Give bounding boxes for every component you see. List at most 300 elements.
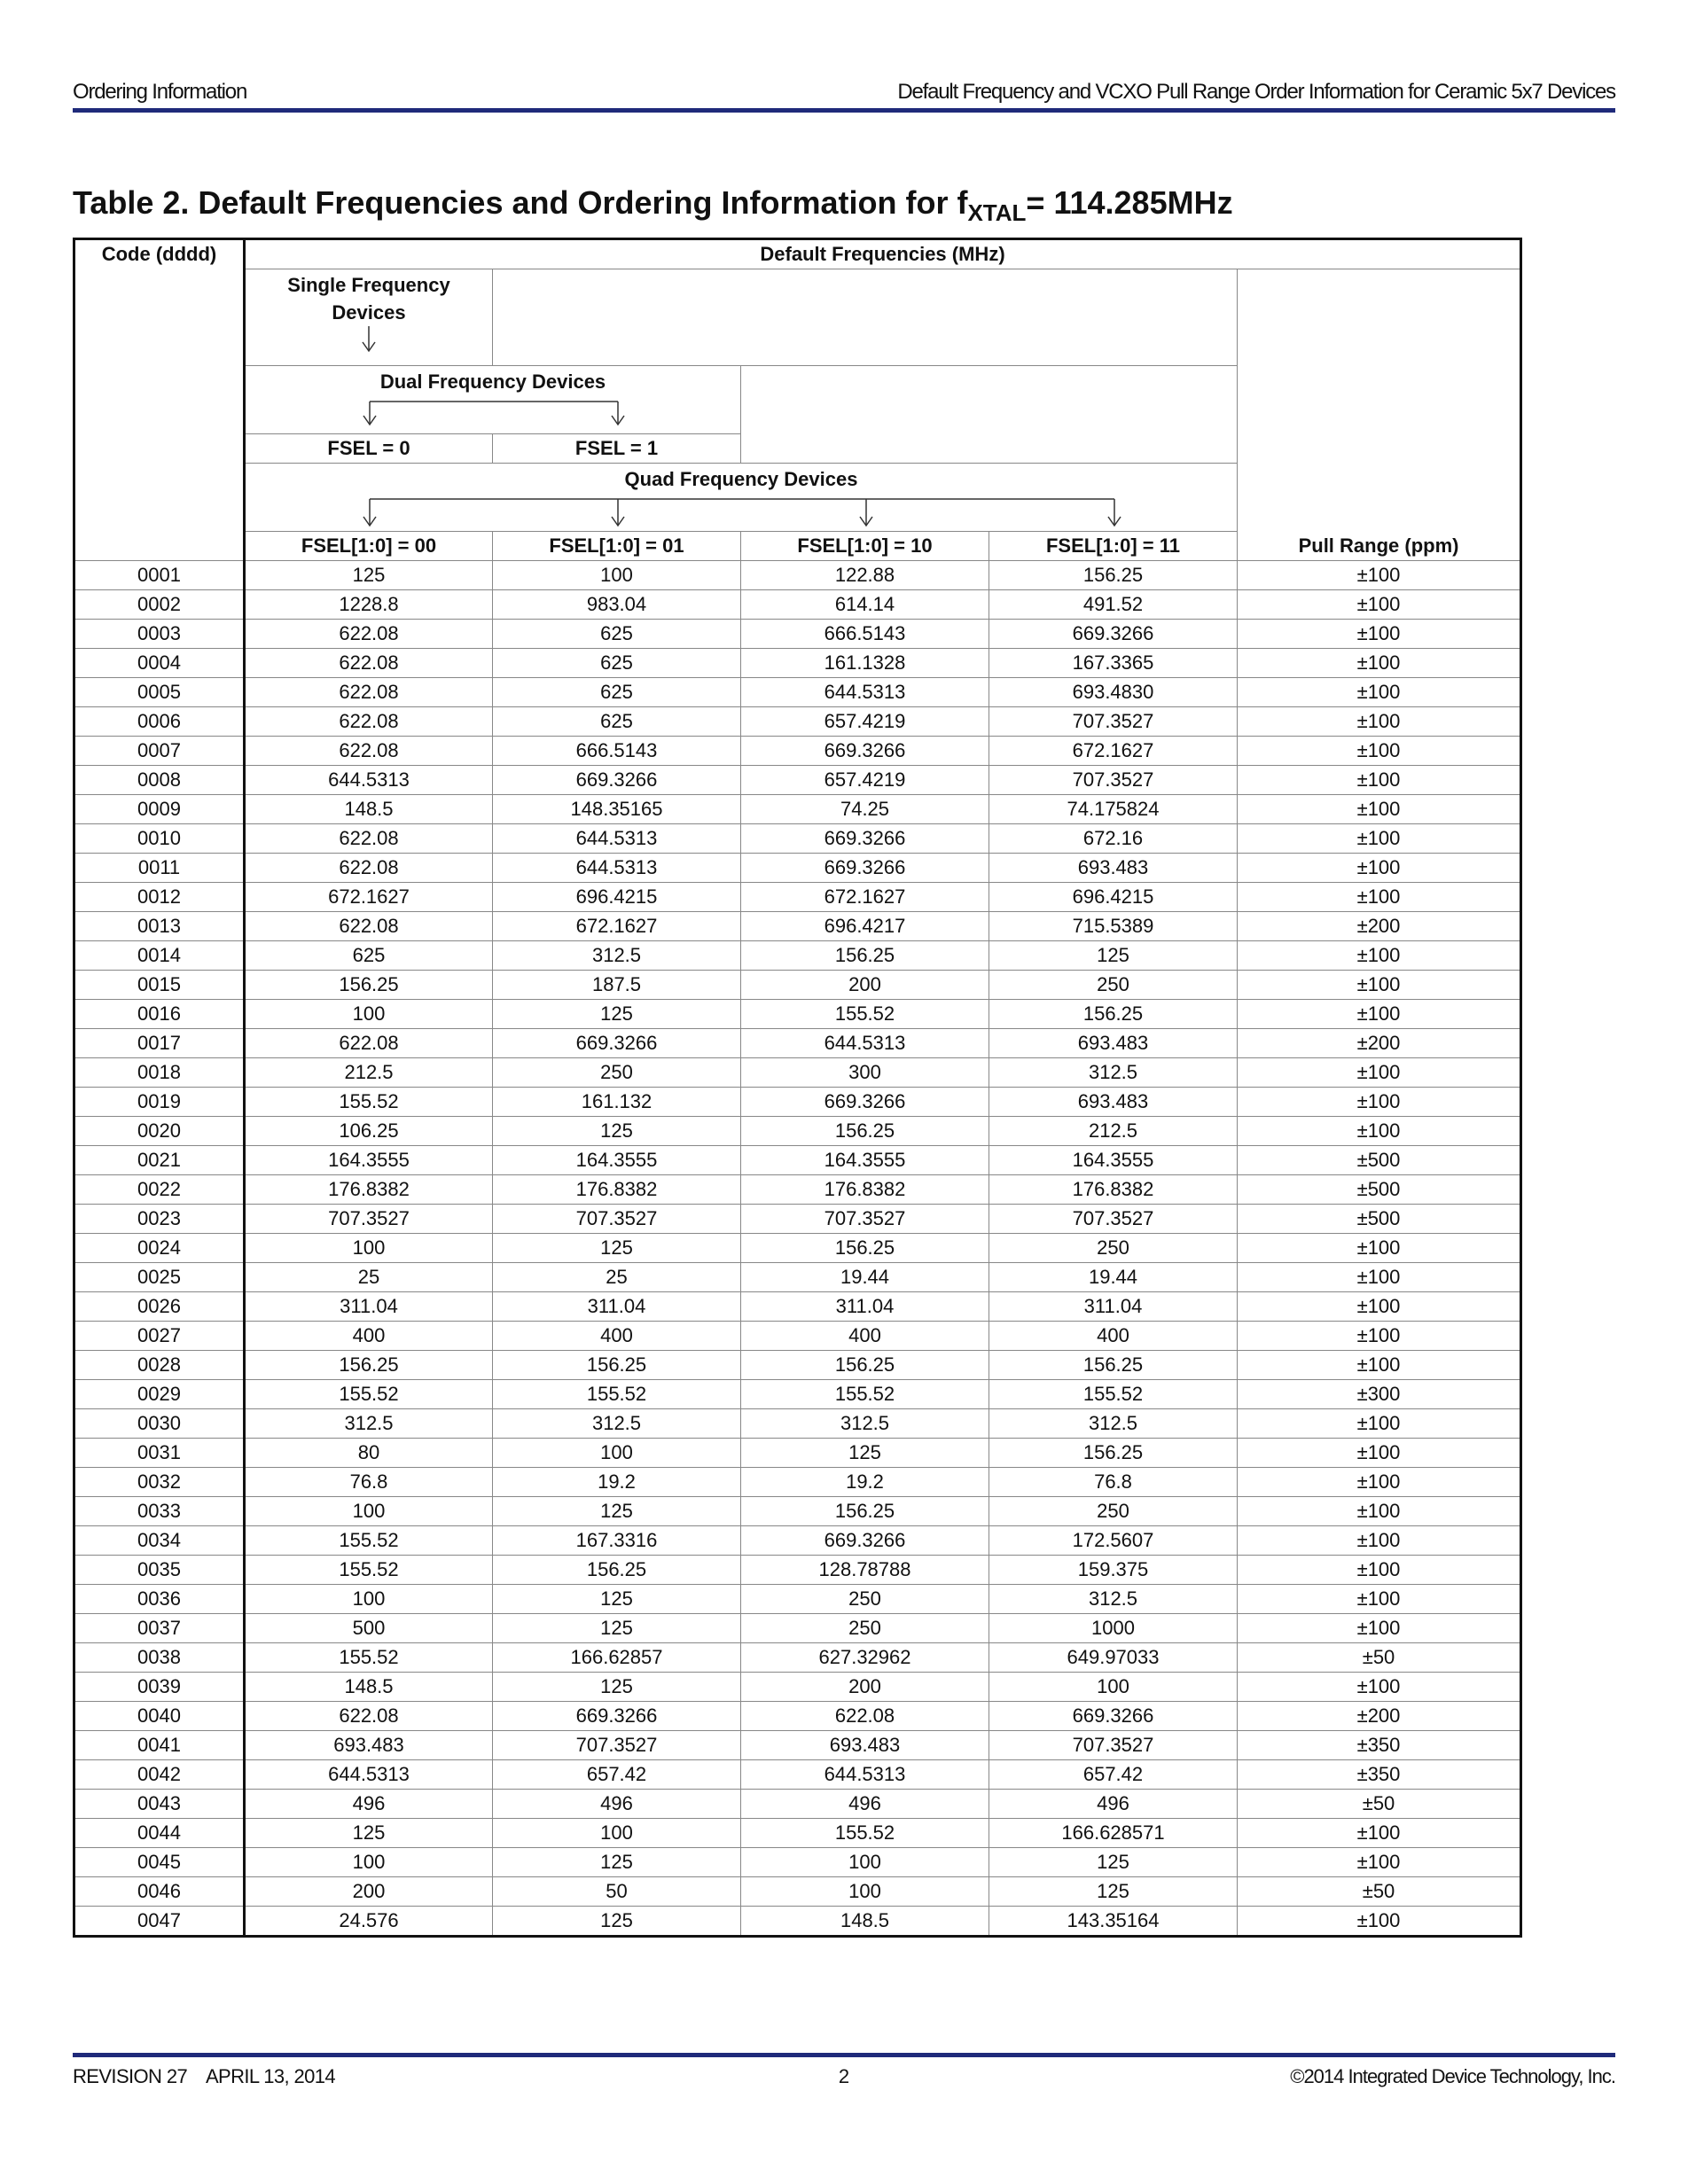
fsel-0-header: FSEL = 0 — [245, 434, 493, 464]
table-row — [74, 1409, 1521, 1439]
table-row — [74, 1526, 1521, 1556]
pull-range-header: Pull Range (ppm) — [1238, 269, 1521, 561]
frequency-cell: 669.3266 — [989, 620, 1238, 649]
frequency-cell: 707.3527 — [493, 1205, 741, 1234]
frequency-cell: 312.5 — [989, 1585, 1238, 1614]
frequency-cell: 400 — [493, 1322, 741, 1351]
frequency-cell: 155.52 — [245, 1643, 493, 1673]
frequency-cell: 125 — [493, 1585, 741, 1614]
frequency-cell: 644.5313 — [493, 854, 741, 883]
table-row — [74, 1877, 1521, 1907]
table-title: Table 2. Default Frequencies and Ordering Information for $f_{XTAL}= 114.285MHz$ — [73, 184, 1233, 226]
pull-range-cell: ±500 — [1238, 1146, 1521, 1175]
table-row — [74, 1673, 1521, 1702]
frequency-cell: 312.5 — [493, 1409, 741, 1439]
table-row — [74, 1614, 1521, 1643]
code-cell: 0033 — [74, 1497, 245, 1526]
dual-frequency-label: Dual Frequency Devices — [379, 370, 606, 393]
frequency-cell: 176.8382 — [493, 1175, 741, 1205]
pull-range-cell: ±200 — [1238, 1702, 1521, 1731]
pull-range-cell: ±300 — [1238, 1380, 1521, 1409]
frequency-cell: 100 — [989, 1673, 1238, 1702]
frequency-cell: 100 — [245, 1848, 493, 1877]
pull-range-cell: ±100 — [1238, 1322, 1521, 1351]
footer-revision: REVISION 27 APRIL 13, 2014 — [73, 2065, 336, 2087]
frequency-cell: 100 — [741, 1848, 989, 1877]
frequency-cell: 155.52 — [741, 1000, 989, 1029]
table-row — [74, 912, 1521, 941]
single-frequency-cell — [245, 269, 493, 366]
table-row — [74, 1556, 1521, 1585]
frequency-cell: 496 — [245, 1790, 493, 1819]
frequency-cell: 148.35165 — [493, 795, 741, 824]
frequency-cell: 496 — [989, 1790, 1238, 1819]
code-cell: 0013 — [74, 912, 245, 941]
arrow-down-icon — [360, 326, 378, 353]
table-row — [74, 1848, 1521, 1877]
frequency-cell: 125 — [245, 1819, 493, 1848]
code-cell: 0025 — [74, 1263, 245, 1292]
frequency-cell: 707.3527 — [989, 1205, 1238, 1234]
frequency-cell: 159.375 — [989, 1556, 1238, 1585]
frequency-cell: 166.62857 — [493, 1643, 741, 1673]
code-cell: 0002 — [74, 590, 245, 620]
frequency-cell: 250 — [989, 1497, 1238, 1526]
frequency-cell: 496 — [741, 1790, 989, 1819]
frequency-cell: 155.52 — [245, 1526, 493, 1556]
pull-range-cell: ±100 — [1238, 824, 1521, 854]
frequency-cell: 707.3527 — [741, 1205, 989, 1234]
frequency-cell: 649.97033 — [989, 1643, 1238, 1673]
pull-range-cell: ±100 — [1238, 1614, 1521, 1643]
frequency-cell: 300 — [741, 1058, 989, 1088]
frequency-cell: 156.25 — [741, 941, 989, 971]
code-cell: 0024 — [74, 1234, 245, 1263]
frequency-cell: 76.8 — [989, 1468, 1238, 1497]
frequency-cell: 622.08 — [245, 737, 493, 766]
default-frequencies-header: Default Frequencies (MHz) — [245, 239, 1521, 269]
pull-range-cell: ±200 — [1238, 1029, 1521, 1058]
frequency-cell: 312.5 — [493, 941, 741, 971]
frequency-cell: 696.4215 — [989, 883, 1238, 912]
frequency-cell: 19.44 — [989, 1263, 1238, 1292]
frequency-cell: 657.4219 — [741, 707, 989, 737]
frequency-cell: 122.88 — [741, 561, 989, 590]
frequency-cell: 693.4830 — [989, 678, 1238, 707]
code-cell: 0004 — [74, 649, 245, 678]
pull-range-cell: ±100 — [1238, 1292, 1521, 1322]
frequency-cell: 19.2 — [493, 1468, 741, 1497]
frequency-cell: 715.5389 — [989, 912, 1238, 941]
frequency-cell: 125 — [493, 1000, 741, 1029]
code-cell: 0008 — [74, 766, 245, 795]
pull-range-cell: ±100 — [1238, 1351, 1521, 1380]
table-row — [74, 1117, 1521, 1146]
frequency-cell: 672.16 — [989, 824, 1238, 854]
frequency-cell: 125 — [493, 1117, 741, 1146]
frequency-cell: 669.3266 — [493, 1702, 741, 1731]
table-row — [74, 1205, 1521, 1234]
frequency-cell: 622.08 — [245, 678, 493, 707]
fsel-11-header: FSEL[1:0] = 11 — [989, 532, 1238, 561]
frequency-cell: 622.08 — [245, 1702, 493, 1731]
code-cell: 0035 — [74, 1556, 245, 1585]
frequency-cell: 500 — [245, 1614, 493, 1643]
pull-range-cell: ±100 — [1238, 1907, 1521, 1937]
frequency-cell: 644.5313 — [493, 824, 741, 854]
code-cell: 0016 — [74, 1000, 245, 1029]
frequency-cell: 156.25 — [741, 1497, 989, 1526]
table-row — [74, 1000, 1521, 1029]
frequency-cell: 212.5 — [245, 1058, 493, 1088]
code-cell: 0023 — [74, 1205, 245, 1234]
frequency-cell: 125 — [989, 1848, 1238, 1877]
frequency-cell: 156.25 — [741, 1234, 989, 1263]
table-row — [74, 1702, 1521, 1731]
frequency-cell: 125 — [493, 1497, 741, 1526]
table-row — [74, 707, 1521, 737]
frequency-cell: 161.132 — [493, 1088, 741, 1117]
frequency-cell: 693.483 — [989, 854, 1238, 883]
dual-arrows — [246, 396, 742, 426]
footer-page-number: 2 — [838, 2065, 850, 2087]
frequency-cell: 164.3555 — [493, 1146, 741, 1175]
frequency-cell: 125 — [493, 1234, 741, 1263]
frequency-cell: 24.576 — [245, 1907, 493, 1937]
frequency-cell: 622.08 — [245, 824, 493, 854]
frequency-cell: 707.3527 — [989, 707, 1238, 737]
code-cell: 0029 — [74, 1380, 245, 1409]
pull-range-cell: ±100 — [1238, 1409, 1521, 1439]
code-cell: 0012 — [74, 883, 245, 912]
frequency-cell: 155.52 — [741, 1380, 989, 1409]
page-footer — [73, 2065, 1615, 2092]
pull-range-cell: ±100 — [1238, 1526, 1521, 1556]
frequency-cell: 622.08 — [245, 707, 493, 737]
pull-range-cell: ±100 — [1238, 707, 1521, 737]
frequency-cell: 125 — [493, 1907, 741, 1937]
frequency-cell: 156.25 — [741, 1117, 989, 1146]
table-row — [74, 971, 1521, 1000]
frequency-cell: 250 — [989, 971, 1238, 1000]
frequency-cell: 622.08 — [245, 620, 493, 649]
code-cell: 0044 — [74, 1819, 245, 1848]
pull-range-cell: ±500 — [1238, 1205, 1521, 1234]
frequency-cell: 625 — [245, 941, 493, 971]
table-row — [74, 854, 1521, 883]
frequency-cell: 156.25 — [493, 1556, 741, 1585]
frequency-cell: 657.4219 — [741, 766, 989, 795]
table-row — [74, 1292, 1521, 1322]
table-row — [74, 1234, 1521, 1263]
frequency-cell: 125 — [989, 1877, 1238, 1907]
pull-range-cell: ±100 — [1238, 1117, 1521, 1146]
frequency-cell: 100 — [245, 1000, 493, 1029]
pull-range-cell: ±100 — [1238, 971, 1521, 1000]
fsel-1-header: FSEL = 1 — [493, 434, 741, 464]
table-row — [74, 824, 1521, 854]
table-row — [74, 1146, 1521, 1175]
code-cell: 0014 — [74, 941, 245, 971]
frequency-cell: 625 — [493, 620, 741, 649]
pull-range-cell: ±100 — [1238, 1263, 1521, 1292]
frequency-cell: 696.4217 — [741, 912, 989, 941]
frequency-cell: 148.5 — [245, 795, 493, 824]
code-cell: 0009 — [74, 795, 245, 824]
code-cell: 0027 — [74, 1322, 245, 1351]
frequency-cell: 644.5313 — [245, 1760, 493, 1790]
frequency-cell: 1228.8 — [245, 590, 493, 620]
frequency-cell: 156.25 — [493, 1351, 741, 1380]
frequency-cell: 164.3555 — [989, 1146, 1238, 1175]
code-cell: 0038 — [74, 1643, 245, 1673]
frequency-cell: 491.52 — [989, 590, 1238, 620]
frequency-cell: 311.04 — [989, 1292, 1238, 1322]
frequency-cell: 669.3266 — [741, 824, 989, 854]
table-row — [74, 1819, 1521, 1848]
pull-range-cell: ±350 — [1238, 1760, 1521, 1790]
frequency-cell: 19.2 — [741, 1468, 989, 1497]
table-row — [74, 620, 1521, 649]
code-cell: 0040 — [74, 1702, 245, 1731]
frequency-cell: 250 — [741, 1614, 989, 1643]
frequency-cell: 176.8382 — [245, 1175, 493, 1205]
pull-range-cell: ±100 — [1238, 1088, 1521, 1117]
table-row — [74, 1907, 1521, 1937]
frequency-cell: 187.5 — [493, 971, 741, 1000]
fsel-10-header: FSEL[1:0] = 10 — [741, 532, 989, 561]
pull-range-cell: ±50 — [1238, 1643, 1521, 1673]
code-cell: 0037 — [74, 1614, 245, 1643]
frequency-cell: 669.3266 — [741, 737, 989, 766]
code-cell: 0026 — [74, 1292, 245, 1322]
code-cell: 0034 — [74, 1526, 245, 1556]
code-header: Code (dddd) — [74, 239, 245, 561]
table-row — [74, 1497, 1521, 1526]
frequency-cell: 143.35164 — [989, 1907, 1238, 1937]
pull-range-cell: ±100 — [1238, 1819, 1521, 1848]
frequency-cell: 622.08 — [245, 854, 493, 883]
frequency-cell: 100 — [493, 1439, 741, 1468]
table-row — [74, 1380, 1521, 1409]
frequency-cell: 156.25 — [989, 1439, 1238, 1468]
frequency-cell: 200 — [741, 971, 989, 1000]
code-cell: 0001 — [74, 561, 245, 590]
pull-range-cell: ±100 — [1238, 1058, 1521, 1088]
header-document-title: Default Frequency and VCXO Pull Range Order Information for Ceramic 5x7 Devices — [897, 80, 1615, 104]
frequency-cell: 657.42 — [493, 1760, 741, 1790]
footer-rule — [73, 2053, 1615, 2057]
frequency-cell: 400 — [741, 1322, 989, 1351]
frequency-cell: 625 — [493, 707, 741, 737]
table-row — [74, 649, 1521, 678]
frequency-cell: 25 — [493, 1263, 741, 1292]
frequency-cell: 672.1627 — [989, 737, 1238, 766]
frequency-cell: 707.3527 — [245, 1205, 493, 1234]
code-cell: 0006 — [74, 707, 245, 737]
frequency-cell: 125 — [741, 1439, 989, 1468]
table-body — [74, 561, 1521, 1937]
frequency-cell: 983.04 — [493, 590, 741, 620]
pull-range-cell: ±100 — [1238, 737, 1521, 766]
code-cell: 0003 — [74, 620, 245, 649]
frequency-cell: 80 — [245, 1439, 493, 1468]
page-header — [73, 80, 1615, 110]
pull-range-cell: ±100 — [1238, 1848, 1521, 1877]
table-row — [74, 561, 1521, 590]
code-cell: 0015 — [74, 971, 245, 1000]
blank-cell — [741, 366, 1238, 464]
pull-range-cell: ±100 — [1238, 854, 1521, 883]
frequency-cell: 627.32962 — [741, 1643, 989, 1673]
frequency-cell: 669.3266 — [989, 1702, 1238, 1731]
frequency-cell: 100 — [245, 1585, 493, 1614]
frequency-cell: 693.483 — [245, 1731, 493, 1760]
frequency-cell: 125 — [245, 561, 493, 590]
frequency-cell: 74.175824 — [989, 795, 1238, 824]
table-row — [74, 1029, 1521, 1058]
frequency-cell: 155.52 — [493, 1380, 741, 1409]
frequency-cell: 311.04 — [493, 1292, 741, 1322]
frequency-cell: 125 — [493, 1673, 741, 1702]
pull-range-cell: ±50 — [1238, 1877, 1521, 1907]
pull-range-cell: ±100 — [1238, 620, 1521, 649]
table-row — [74, 1731, 1521, 1760]
frequency-cell: 156.25 — [989, 561, 1238, 590]
table-row — [74, 1468, 1521, 1497]
frequency-cell: 614.14 — [741, 590, 989, 620]
table-row — [74, 795, 1521, 824]
code-cell: 0039 — [74, 1673, 245, 1702]
table-row — [74, 1760, 1521, 1790]
frequency-cell: 669.3266 — [741, 854, 989, 883]
frequency-cell: 707.3527 — [989, 1731, 1238, 1760]
frequency-cell: 250 — [989, 1234, 1238, 1263]
pull-range-cell: ±100 — [1238, 1497, 1521, 1526]
code-cell: 0011 — [74, 854, 245, 883]
code-cell: 0019 — [74, 1088, 245, 1117]
frequency-cell: 672.1627 — [493, 912, 741, 941]
table-row — [74, 1585, 1521, 1614]
footer-copyright: ©2014 Integrated Device Technology, Inc. — [1290, 2065, 1615, 2087]
pull-range-cell: ±100 — [1238, 1468, 1521, 1497]
table-row — [74, 1088, 1521, 1117]
frequency-cell: 148.5 — [245, 1673, 493, 1702]
frequency-cell: 311.04 — [741, 1292, 989, 1322]
table-row — [74, 941, 1521, 971]
code-cell: 0007 — [74, 737, 245, 766]
frequency-cell: 693.483 — [989, 1088, 1238, 1117]
pull-range-cell: ±100 — [1238, 590, 1521, 620]
frequency-cell: 125 — [493, 1614, 741, 1643]
code-cell: 0028 — [74, 1351, 245, 1380]
pull-range-cell: ±100 — [1238, 678, 1521, 707]
frequency-table — [73, 238, 1522, 1938]
frequency-cell: 625 — [493, 649, 741, 678]
frequency-cell: 176.8382 — [989, 1175, 1238, 1205]
frequency-cell: 644.5313 — [741, 1029, 989, 1058]
code-cell: 0010 — [74, 824, 245, 854]
table-row — [74, 1175, 1521, 1205]
frequency-cell: 400 — [245, 1322, 493, 1351]
frequency-cell: 400 — [989, 1322, 1238, 1351]
frequency-cell: 164.3555 — [741, 1146, 989, 1175]
quad-frequency-cell — [245, 464, 1238, 532]
code-cell: 0047 — [74, 1907, 245, 1937]
frequency-cell: 156.25 — [741, 1351, 989, 1380]
frequency-cell: 156.25 — [245, 971, 493, 1000]
frequency-cell: 155.52 — [245, 1088, 493, 1117]
pull-range-cell: ±100 — [1238, 561, 1521, 590]
frequency-cell: 156.25 — [245, 1351, 493, 1380]
frequency-cell: 25 — [245, 1263, 493, 1292]
pull-range-cell: ±100 — [1238, 649, 1521, 678]
pull-range-cell: ±100 — [1238, 1234, 1521, 1263]
frequency-cell: 622.08 — [741, 1702, 989, 1731]
pull-range-cell: ±500 — [1238, 1175, 1521, 1205]
frequency-cell: 155.52 — [245, 1556, 493, 1585]
frequency-cell: 622.08 — [245, 912, 493, 941]
table-row — [74, 1439, 1521, 1468]
frequency-cell: 622.08 — [245, 649, 493, 678]
frequency-cell: 176.8382 — [741, 1175, 989, 1205]
single-frequency-label: Single Frequency Devices — [287, 274, 450, 324]
frequency-cell: 100 — [493, 1819, 741, 1848]
frequency-cell: 19.44 — [741, 1263, 989, 1292]
frequency-cell: 250 — [741, 1585, 989, 1614]
frequency-cell: 644.5313 — [741, 1760, 989, 1790]
frequency-cell: 100 — [741, 1877, 989, 1907]
frequency-cell: 622.08 — [245, 1029, 493, 1058]
table-row — [74, 678, 1521, 707]
quad-frequency-label: Quad Frequency Devices — [624, 468, 858, 490]
quad-arrows — [246, 494, 1239, 527]
frequency-cell: 1000 — [989, 1614, 1238, 1643]
code-cell: 0042 — [74, 1760, 245, 1790]
code-cell: 0043 — [74, 1790, 245, 1819]
code-cell: 0041 — [74, 1731, 245, 1760]
frequency-cell: 161.1328 — [741, 649, 989, 678]
table-row — [74, 1058, 1521, 1088]
frequency-cell: 707.3527 — [989, 766, 1238, 795]
frequency-cell: 644.5313 — [245, 766, 493, 795]
code-cell: 0032 — [74, 1468, 245, 1497]
frequency-cell: 312.5 — [989, 1058, 1238, 1088]
frequency-cell: 200 — [741, 1673, 989, 1702]
frequency-cell: 250 — [493, 1058, 741, 1088]
code-cell: 0030 — [74, 1409, 245, 1439]
frequency-cell: 311.04 — [245, 1292, 493, 1322]
frequency-cell: 148.5 — [741, 1907, 989, 1937]
frequency-cell: 50 — [493, 1877, 741, 1907]
frequency-cell: 125 — [989, 941, 1238, 971]
frequency-cell: 100 — [245, 1234, 493, 1263]
frequency-cell: 155.52 — [245, 1380, 493, 1409]
frequency-cell: 669.3266 — [493, 766, 741, 795]
frequency-cell: 74.25 — [741, 795, 989, 824]
frequency-cell: 167.3316 — [493, 1526, 741, 1556]
dual-frequency-cell — [245, 366, 741, 434]
frequency-cell: 200 — [245, 1877, 493, 1907]
blank-cell — [493, 269, 1238, 366]
frequency-cell: 312.5 — [741, 1409, 989, 1439]
pull-range-cell: ±100 — [1238, 1439, 1521, 1468]
code-cell: 0036 — [74, 1585, 245, 1614]
pull-range-cell: ±100 — [1238, 795, 1521, 824]
frequency-cell: 125 — [493, 1848, 741, 1877]
frequency-cell: 106.25 — [245, 1117, 493, 1146]
frequency-cell: 666.5143 — [493, 737, 741, 766]
